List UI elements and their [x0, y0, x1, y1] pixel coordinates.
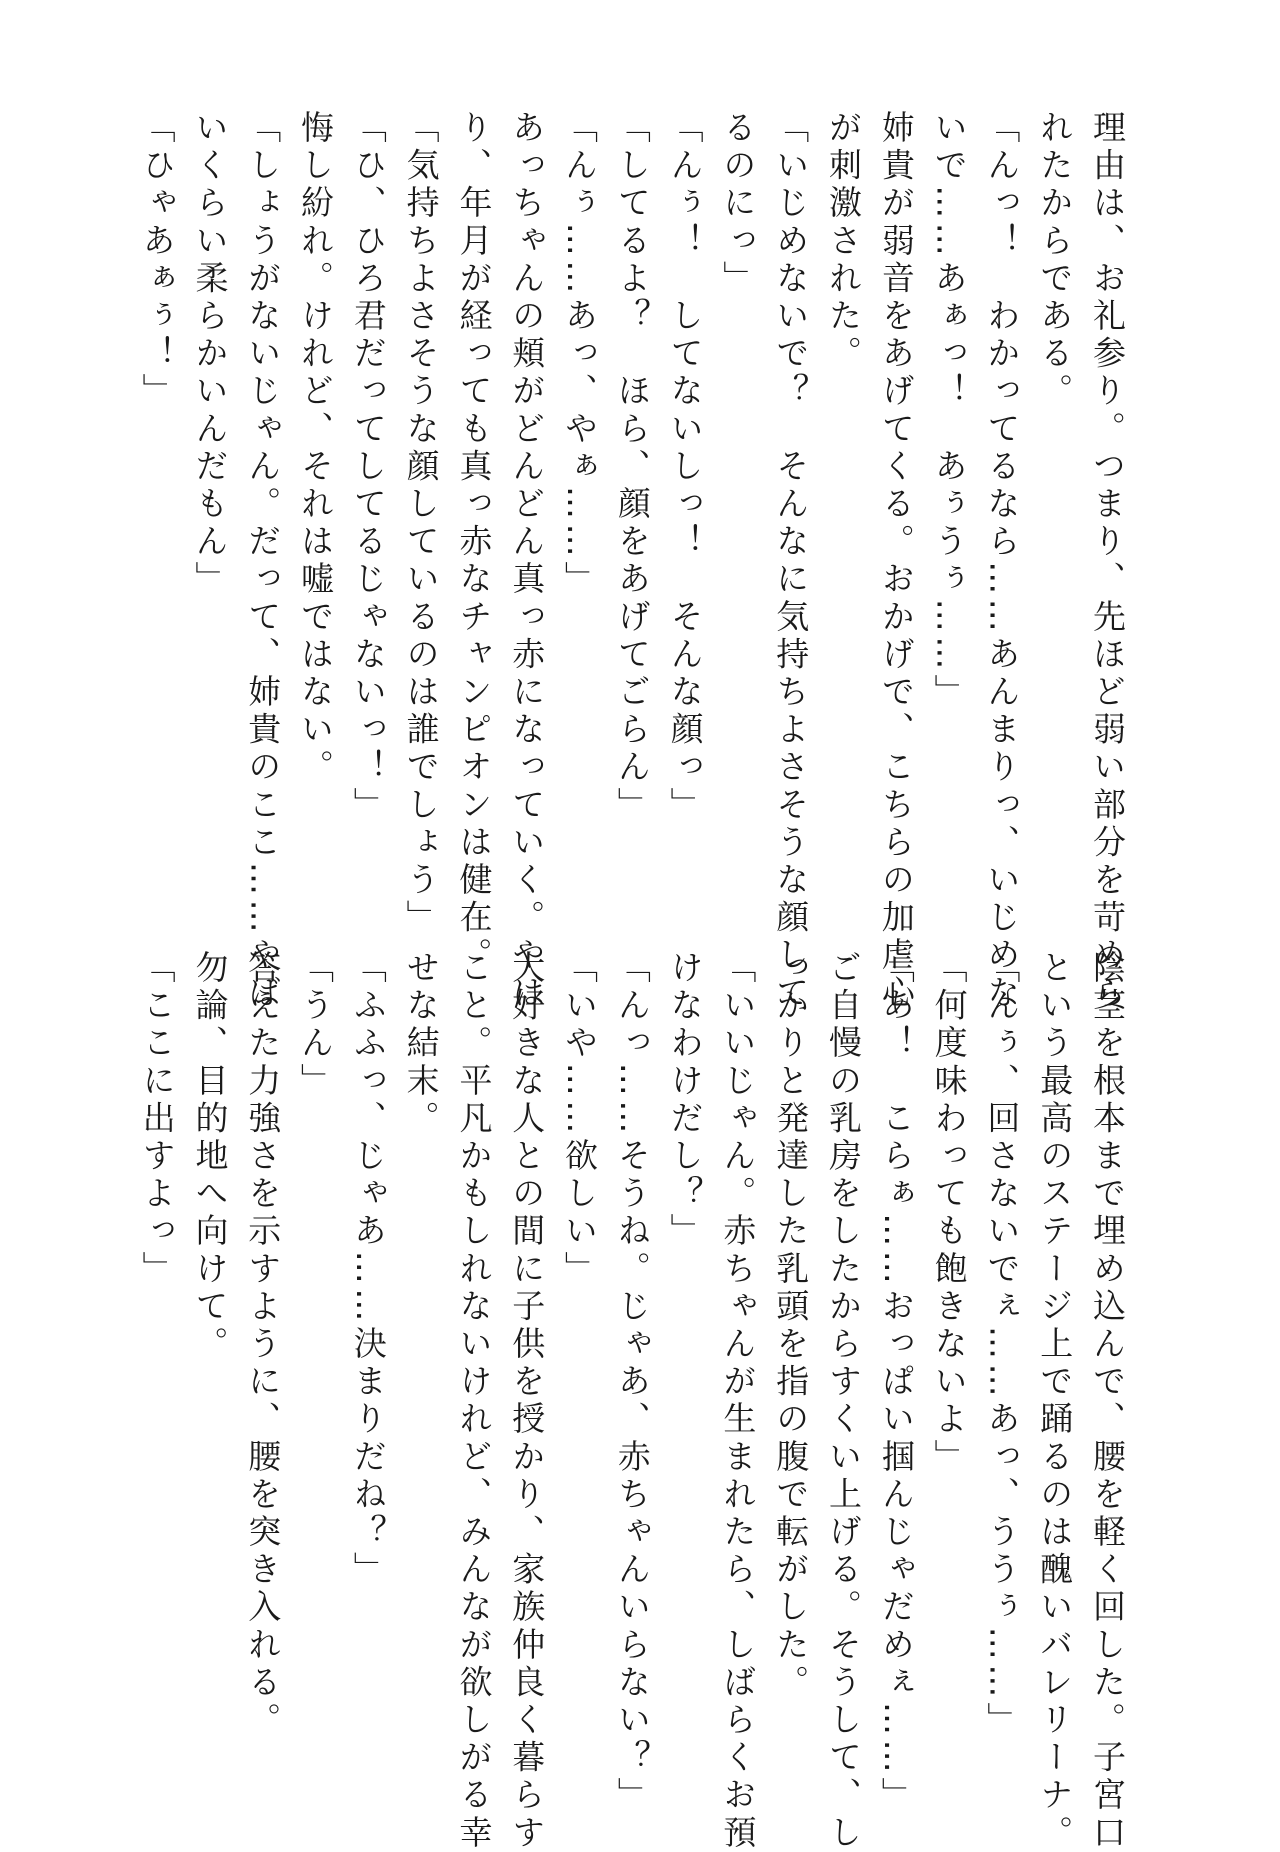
text-column: 「いや……欲しい」	[560, 950, 600, 1289]
text-column: ご自慢の乳房をしたからすくい上げる。そうして、し	[824, 950, 864, 1852]
text-block-top	[130, 110, 1133, 1013]
text-column: 「んっ……そうね。じゃあ、赤ちゃんいらない？」	[612, 950, 652, 1815]
text-column: 「んぅ！ してないしっ！ そんな顔っ」	[665, 110, 705, 825]
text-column: 「ふふっ、じゃあ……決まりだね？」	[348, 950, 388, 1590]
text-column: が刺激された。	[824, 110, 864, 374]
text-column: 「んっ！ わかってるなら……あんまりっ、いじめな	[982, 110, 1022, 1013]
text-column: 「んぅ、回さないでぇ……あっ、ううぅ……」	[982, 950, 1022, 1740]
text-column: り、年月が経っても真っ赤なチャンピオンは健在。	[454, 110, 494, 975]
text-column: いくらい柔らかいんだもん」	[190, 110, 230, 599]
text-column: っかりと発達した乳頭を指の腹で転がした。	[771, 950, 811, 1702]
text-column: 「ひゃあぁぅ！」	[137, 110, 177, 411]
text-column: 悔し紛れ。けれど、それは嘘ではない。	[296, 110, 336, 787]
text-column: 理由は、お礼参り。つまり、先ほど弱い部分を苛めら	[1088, 110, 1127, 1013]
text-column: れたからである。	[1035, 110, 1075, 411]
text-block-bottom	[130, 950, 1133, 1852]
text-column: 姉貴が弱音をあげてくる。おかげで、こちらの加虐心	[876, 110, 916, 1013]
text-column: せな結末。	[401, 950, 441, 1138]
text-column: るのにっ」	[718, 110, 758, 298]
text-column: 「何度味わっても飽きないよ」	[929, 950, 969, 1477]
text-column: 「いじめないで？ そんなに気持ちよさそうな顔して	[771, 110, 811, 1013]
text-column: という最高のステージ上で踊るのは醜いバレリーナ。	[1035, 950, 1075, 1852]
text-column: 「してるよ？ ほら、顔をあげてごらん」	[612, 110, 652, 825]
text-column: 陰茎を根本まで埋め込んで、腰を軽く回した。子宮口	[1088, 950, 1127, 1852]
text-column: 「ひ、ひろ君だってしてるじゃないっ！」	[348, 110, 388, 825]
text-column: あっちゃんの頬がどんどん真っ赤になっていく。やは	[507, 110, 547, 1013]
text-column: けなわけだし？」	[665, 950, 705, 1251]
text-column: 「んぅ……あっ、やぁ……」	[560, 110, 600, 599]
text-column: 「しょうがないじゃん。だって、姉貴のここ……やば	[243, 110, 283, 1013]
text-column: 答えた力強さを示すように、腰を突き入れる。	[243, 950, 283, 1740]
text-column: 大好きな人との間に子供を授かり、家族仲良く暮らす	[507, 950, 547, 1852]
text-column: こと。平凡かもしれないけれど、みんなが欲しがる幸	[454, 950, 494, 1852]
text-column: 「うん」	[296, 950, 336, 1101]
text-column: 勿論、目的地へ向けて。	[190, 950, 230, 1364]
text-column: いで……あぁっ！ あぅうぅ……」	[929, 110, 969, 712]
text-column: 「いいじゃん。赤ちゃんが生まれたら、しばらくお預	[718, 950, 758, 1852]
text-column: 「ここに出すよっ」	[137, 950, 177, 1289]
text-column: 「気持ちよさそうな顔しているのは誰でしょう」	[401, 110, 441, 938]
text-column: 「あ！ こらぁ……おっぱい掴んじゃだめぇ……」	[876, 950, 916, 1815]
